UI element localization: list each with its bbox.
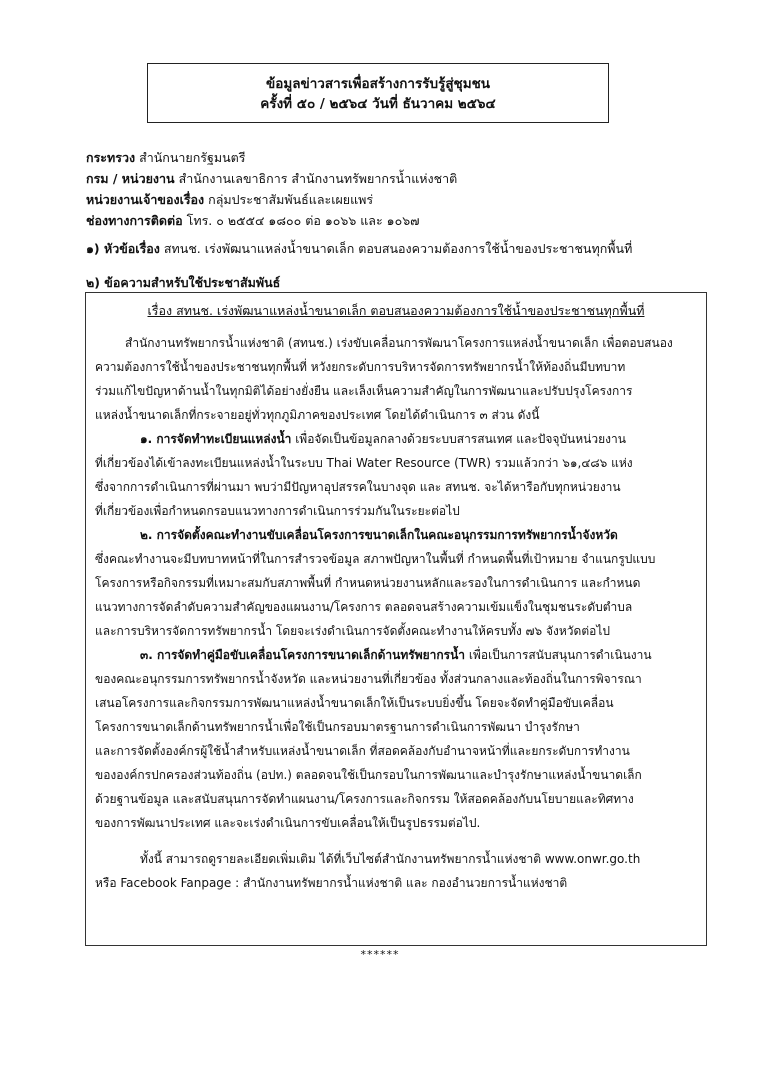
meta-ministry-value: สำนักนายกรัฐมนตรี bbox=[139, 150, 246, 165]
item1-line: ที่เกี่ยวข้องเพื่อกำหนดกรอบแนวทางการดำเนินการร่วมกันในระยะต่อไป bbox=[95, 504, 460, 518]
item3-line: โครงการขนาดเล็กด้านทรัพยากรน้ำเพื่อใช้เป็นกรอบมาตรฐานการดำเนินการพัฒนา บำรุงรักษา bbox=[95, 720, 580, 734]
meta-dept-label: กรม / หน่วยงาน bbox=[86, 171, 175, 186]
item3-line: ของคณะอนุกรรมการทรัพยากรน้ำจังหวัด และหน่วยงานที่เกี่ยวข้อง ทั้งส่วนกลางและท้องถิ่นในการพิจารณา bbox=[95, 672, 642, 686]
item1-first-line bbox=[95, 427, 699, 451]
topic-line bbox=[86, 239, 706, 259]
item3-paragraph bbox=[95, 643, 699, 835]
meta-owner bbox=[86, 189, 706, 210]
intro-line: ความต้องการใช้น้ำของประชาชนทุกพื้นที่ หวังยกระดับการบริหารจัดการทรัพยากรน้ำให้ท้องถิ่นมีบทบาท bbox=[95, 360, 626, 374]
item3-first-line bbox=[95, 643, 699, 667]
topic-label: ๑) หัวข้อเรื่อง bbox=[86, 241, 160, 256]
intro-line: ร่วมแก้ไขปัญหาด้านน้ำในทุกมิติได้อย่างยั่งยืน และเล็งเห็นความสำคัญในการพัฒนาและปรับปรุงโครงการ bbox=[95, 384, 633, 398]
document-title-line2: ครั้งที่ ๕๐ / ๒๕๖๔ วันที่ ธันวาคม ๒๕๖๔ bbox=[260, 96, 496, 112]
item2-first-line bbox=[95, 523, 699, 547]
meta-owner-value: กลุ่มประชาสัมพันธ์และเผยแพร่ bbox=[208, 192, 374, 207]
meta-contact-label: ช่องทางการติดต่อ bbox=[86, 213, 183, 228]
topic-value: สทนช. เร่งพัฒนาแหล่งน้ำขนาดเล็ก ตอบสนองความต้องการใช้น้ำของประชาชนทุกพื้นที่ bbox=[163, 241, 633, 256]
item2-line: ซึ่งคณะทำงานจะมีบทบาทหน้าที่ในการสำรวจข้อมูล สภาพปัญหาในพื้นที่ กำหนดพื้นที่เป้าหมาย จำแนกรูปแบบ bbox=[95, 552, 656, 566]
meta-ministry bbox=[86, 147, 706, 168]
item1-line: ซึ่งจากการดำเนินการที่ผ่านมา พบว่ามีปัญหาอุปสรรคในบางจุด และ สทนช. จะได้หารือกับทุกหน่วยงาน bbox=[95, 480, 621, 494]
meta-department bbox=[86, 168, 706, 189]
item1-line: ที่เกี่ยวข้องได้เข้าลงทะเบียนแหล่งน้ำในระบบ Thai Water Resource (TWR) รวมแล้วกว่า ๖๑,๔๘๖ แห่ง bbox=[95, 456, 633, 470]
meta-dept-value: สำนักงานเลขาธิการ สำนักงานทรัพยากรน้ำแห่งชาติ bbox=[178, 171, 458, 186]
document-title-box bbox=[147, 63, 609, 123]
item2-line: แนวทางการจัดลำดับความสำคัญของแผนงาน/โครงการ ตลอดจนสร้างความเข้มแข็งในชุมชนระดับตำบล bbox=[95, 600, 633, 614]
item1-line: เพื่อจัดเป็นข้อมูลกลางด้วยระบบสารสนเทศ และปัจจุบันหน่วยงาน bbox=[291, 432, 626, 446]
message-title: เรื่อง สทนช. เร่งพัฒนาแหล่งน้ำขนาดเล็ก ตอบสนองความต้องการใช้น้ำของประชาชนทุกพื้นที่ bbox=[147, 303, 645, 318]
closing-line: ทั้งนี้ สามารถดูรายละเอียดเพิ่มเติม ได้ที่เว็บไซต์สำนักงานทรัพยากรน้ำแห่งชาติ www.onwr.go.th bbox=[140, 852, 641, 866]
meta-contact bbox=[86, 210, 706, 231]
item3-heading: ๓. การจัดทำคู่มือขับเคลื่อนโครงการขนาดเล็กด้านทรัพยากรน้ำ bbox=[140, 648, 466, 662]
item2-line: และการบริหารจัดการทรัพยากรน้ำ โดยจะเร่งดำเนินการจัดตั้งคณะทำงานให้ครบทั้ง ๗๖ จังหวัดต่อไป bbox=[95, 624, 610, 638]
item3-line: ด้วยฐานข้อมูล และสนับสนุนการจัดทำแผนงาน/โครงการและกิจกรรม ให้สอดคล้องกับนโยบายและทิศทาง bbox=[95, 792, 634, 806]
document-title-line1: ข้อมูลข่าวสารเพื่อสร้างการรับรู้สู่ชุมชน bbox=[265, 76, 491, 92]
item3-line: และการจัดตั้งองค์กรผู้ใช้น้ำสำหรับแหล่งน้ำขนาดเล็ก ที่สอดคล้องกับอำนาจหน้าที่และยกระดับการทำงาน bbox=[95, 744, 630, 758]
document-meta bbox=[86, 147, 706, 231]
item3-line: ของการพัฒนาประเทศ และจะเร่งดำเนินการขับเคลื่อนให้เป็นรูปธรรมต่อไป. bbox=[95, 816, 481, 830]
end-mark: ****** bbox=[360, 948, 400, 961]
item2-line: โครงการหรือกิจกรรมที่เหมาะสมกับสภาพพื้นที่ กำหนดหน่วยงานหลักและรองในการดำเนินการ และกำหนด bbox=[95, 576, 641, 590]
closing-line: หรือ Facebook Fanpage : สำนักงานทรัพยากรน้ำแห่งชาติ และ กองอำนวยการน้ำแห่งชาติ bbox=[95, 876, 568, 890]
intro-line: แหล่งน้ำขนาดเล็กที่กระจายอยู่ทั่วทุกภูมิภาคของประเทศ โดยได้ดำเนินการ ๓ ส่วน ดังนี้ bbox=[95, 408, 540, 422]
meta-owner-label: หน่วยงานเจ้าของเรื่อง bbox=[86, 192, 205, 207]
message-heading: ๒) ข้อความสำหรับใช้ประชาสัมพันธ์ bbox=[86, 275, 281, 290]
message-box bbox=[85, 292, 707, 946]
item1-paragraph bbox=[95, 427, 699, 523]
meta-contact-value: โทร. ๐ ๒๕๕๔ ๑๘๐๐ ต่อ ๑๐๖๖ และ ๑๐๖๗ bbox=[186, 213, 420, 228]
item2-paragraph bbox=[95, 523, 699, 643]
item1-heading: ๑. การจัดทำทะเบียนแหล่งน้ำ bbox=[140, 432, 292, 446]
meta-ministry-label: กระทรวง bbox=[86, 150, 136, 165]
item3-line: เพื่อเป็นการสนับสนุนการดำเนินงาน bbox=[465, 648, 652, 662]
intro-paragraph bbox=[95, 331, 699, 427]
closing-paragraph bbox=[95, 847, 699, 895]
item3-line: ขององค์กรปกครองส่วนท้องถิ่น (อปท.) ตลอดจนใช้เป็นกรอบในการพัฒนาและบำรุงรักษาแหล่งน้ำขนาดเล็ก bbox=[95, 768, 642, 782]
item2-heading: ๒. การจัดตั้งคณะทำงานขับเคลื่อนโครงการขนาดเล็กในคณะอนุกรรมการทรัพยากรน้ำจังหวัด bbox=[140, 528, 618, 542]
item3-line: เสนอโครงการและกิจกรรมการพัฒนาแหล่งน้ำขนาดเล็กให้เป็นระบบยิ่งขึ้น โดยจะจัดทำคู่มือขับเคลื่อน bbox=[95, 696, 614, 710]
intro-line: สำนักงานทรัพยากรน้ำแห่งชาติ (สทนช.) เร่งขับเคลื่อนการพัฒนาโครงการแหล่งน้ำขนาดเล็ก เพื่อตอบสนอง bbox=[125, 336, 673, 350]
